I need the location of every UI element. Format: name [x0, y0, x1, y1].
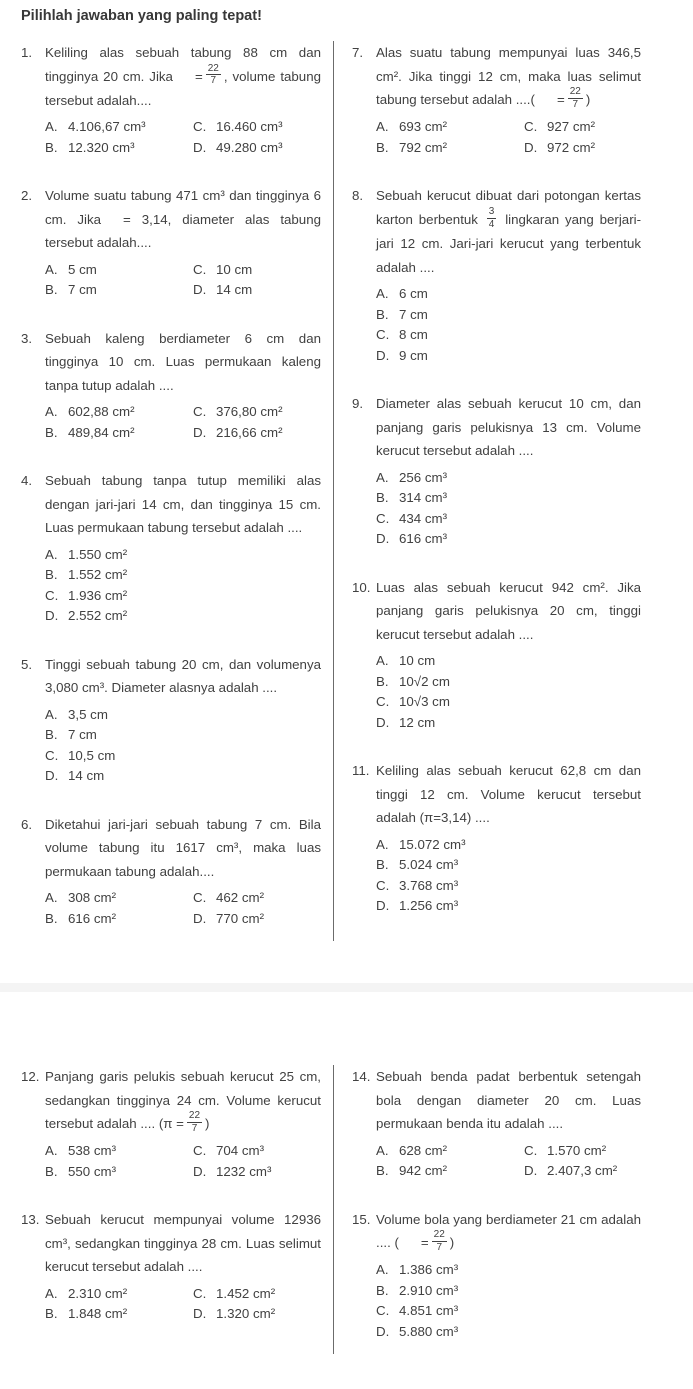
- fraction-numerator: 3: [488, 206, 495, 218]
- option-value: 616 cm³: [399, 531, 448, 547]
- question-text-part: lingkaran yang berjari-jari 12 cm. Jari-jari kerucut yang terbentuk adalah ....: [376, 211, 642, 275]
- option-value: 792 cm²: [399, 139, 448, 155]
- option-b: [376, 1161, 524, 1182]
- page-2: [0, 992, 693, 1389]
- question-text-part: ): [449, 1235, 455, 1250]
- option-value: 1.936 cm²: [68, 587, 128, 603]
- option-c: [193, 1284, 321, 1305]
- option-value: 3,5 cm: [68, 706, 108, 722]
- option-label: B.: [45, 1306, 58, 1322]
- question-text: Diameter alas sebuah kerucut 10 cm, dan panjang garis pelukisnya 13 cm. Volume kerucut tersebut adalah ....: [376, 396, 641, 459]
- option-value: 314 cm³: [399, 490, 448, 506]
- option-value: 1.550 cm²: [68, 546, 128, 562]
- question-text-part: , volume tabung tersebut adalah....: [45, 68, 321, 108]
- option-label: D.: [45, 608, 59, 624]
- option-value: 5.880 cm³: [399, 1323, 459, 1339]
- question-text-part: Volume bola yang berdiameter 21 cm adalah .... (: [376, 1211, 641, 1250]
- option-label: A.: [376, 119, 389, 135]
- option-d: [193, 1162, 321, 1183]
- option-value: 12 cm: [399, 714, 436, 730]
- option-value: 1232 cm³: [216, 1163, 272, 1179]
- option-d: [193, 280, 321, 301]
- question-body: [45, 184, 321, 301]
- question-3: [21, 327, 321, 444]
- option-value: 9 cm: [399, 347, 428, 363]
- option-label: A.: [45, 890, 58, 906]
- option-label: C.: [45, 587, 59, 603]
- option-label: A.: [45, 1143, 58, 1159]
- option-c: [193, 1141, 321, 1162]
- fraction-denominator: 7: [432, 1241, 447, 1254]
- option-b: [376, 138, 524, 159]
- options: [45, 1284, 321, 1325]
- option-label: D.: [376, 1323, 390, 1339]
- option-b: [376, 672, 641, 693]
- page-2-right-column: [334, 1065, 641, 1354]
- option-value: 693 cm²: [399, 119, 448, 135]
- option-d: [193, 138, 321, 159]
- option-label: A.: [376, 1262, 389, 1278]
- question-14: [352, 1065, 641, 1182]
- question-number: 2.: [21, 188, 33, 204]
- fraction-numerator: 22: [207, 62, 219, 74]
- option-value: 972 cm²: [547, 139, 596, 155]
- question-number: 3.: [21, 330, 33, 346]
- page-2-columns: [21, 1065, 641, 1354]
- option-a: [45, 705, 321, 726]
- options: [376, 651, 641, 733]
- option-d: [193, 1304, 321, 1325]
- option-a: [376, 284, 641, 305]
- page-title: Pilihlah jawaban yang paling tepat!: [21, 8, 262, 24]
- question-9: [352, 392, 641, 550]
- option-b: [45, 1162, 193, 1183]
- option-b: [376, 855, 641, 876]
- option-label: B.: [376, 306, 389, 322]
- option-label: B.: [376, 1282, 389, 1298]
- option-c: [524, 117, 641, 138]
- option-label: C.: [193, 261, 207, 277]
- option-value: 1.570 cm²: [547, 1142, 607, 1158]
- fraction: [487, 206, 497, 230]
- question-text: Luas alas sebuah kerucut 942 cm². Jika panjang garis pelukisnya 20 cm, tinggi kerucut tersebut adalah ....: [376, 579, 641, 642]
- option-label: C.: [193, 1285, 207, 1301]
- option-label: B.: [45, 282, 58, 298]
- option-value: 10 cm: [216, 261, 253, 277]
- option-value: 308 cm²: [68, 890, 117, 906]
- option-label: B.: [376, 857, 389, 873]
- question-text-part: ): [205, 1116, 210, 1131]
- option-d: [193, 909, 321, 930]
- options: [376, 117, 641, 158]
- fraction: [568, 86, 583, 110]
- question-text: Diketahui jari-jari sebuah tabung 7 cm. Bila volume tabung itu 1617 cm³, maka luas permukaan tabung adalah....: [45, 816, 321, 879]
- fraction-numerator: 22: [188, 1110, 201, 1122]
- option-value: 15.072 cm³: [399, 836, 466, 852]
- option-d: [376, 1322, 641, 1343]
- option-value: 2.407,3 cm²: [547, 1163, 618, 1178]
- option-label: D.: [524, 1163, 538, 1178]
- option-value: 8 cm: [399, 327, 428, 343]
- option-b: [376, 1281, 641, 1302]
- options: [45, 402, 321, 443]
- question-body: [376, 41, 641, 158]
- question-body: [376, 184, 641, 366]
- option-b: [376, 488, 641, 509]
- option-d: [193, 423, 321, 444]
- option-label: C.: [376, 694, 390, 710]
- option-value: 4.851 cm³: [399, 1303, 459, 1319]
- equals-sign: =: [194, 68, 203, 84]
- question-body: [45, 469, 321, 627]
- option-b: [45, 909, 193, 930]
- option-c: [376, 1301, 641, 1322]
- option-label: C.: [524, 119, 538, 135]
- option-value: 2.310 cm²: [68, 1285, 128, 1301]
- fraction: [206, 63, 221, 87]
- option-label: D.: [524, 139, 538, 155]
- options: [45, 260, 321, 301]
- option-c: [376, 509, 641, 530]
- question-7: [352, 41, 641, 158]
- option-c: [45, 586, 321, 607]
- option-a: [45, 260, 193, 281]
- question-number: 6.: [21, 816, 33, 832]
- question-number: 7.: [352, 45, 364, 60]
- option-label: B.: [376, 490, 389, 506]
- options: [376, 1260, 641, 1342]
- question-11: [352, 759, 641, 917]
- option-a: [45, 1141, 193, 1162]
- page-2-left-column: [21, 1065, 321, 1354]
- option-a: [45, 888, 193, 909]
- option-value: 927 cm²: [547, 119, 596, 135]
- option-value: 12.320 cm³: [68, 139, 135, 155]
- question-text-part: Alas suatu tabung mempunyai luas 346,5 cm². Jika tinggi 12 cm, maka luas selimut tabung tersebut adalah ....(: [376, 45, 641, 107]
- options: [45, 545, 321, 627]
- option-value: 1.256 cm³: [399, 898, 459, 914]
- option-a: [45, 402, 193, 423]
- question-text: Sebuah kaleng berdiameter 6 cm dan tingginya 10 cm. Luas permukaan kaleng tanpa tutup adalah ....: [45, 330, 321, 393]
- option-value: 14 cm: [68, 768, 105, 784]
- question-text: [45, 41, 321, 112]
- page-1-right-column: [334, 41, 641, 941]
- question-number: 8.: [352, 188, 364, 204]
- option-label: A.: [45, 261, 58, 277]
- option-value: 3.768 cm³: [399, 877, 459, 893]
- option-value: 6 cm: [399, 286, 428, 302]
- option-label: A.: [376, 653, 389, 669]
- question-body: [45, 653, 321, 787]
- question-number: 10.: [352, 579, 371, 595]
- option-label: B.: [376, 673, 389, 689]
- option-value: 5 cm: [68, 261, 97, 277]
- option-value: 704 cm³: [216, 1143, 265, 1159]
- option-value: 1.848 cm²: [68, 1306, 128, 1322]
- option-b: [45, 423, 193, 444]
- option-label: C.: [193, 890, 207, 906]
- option-label: A.: [45, 119, 58, 135]
- question-text: Sebuah tabung tanpa tutup memiliki alas dengan jari-jari 14 cm, dan tingginya 15 cm. Luas permukaan tabung tersebut adalah ....: [45, 473, 321, 536]
- option-value: 602,88 cm²: [68, 404, 135, 420]
- options: [45, 888, 321, 929]
- option-value: 376,80 cm²: [216, 404, 283, 420]
- fraction-numerator: 22: [569, 86, 581, 98]
- question-body: [376, 1065, 641, 1182]
- options: [376, 284, 641, 366]
- question-body: [45, 1065, 321, 1182]
- option-label: A.: [45, 1285, 58, 1301]
- question-text: [45, 184, 321, 255]
- option-value: 1.452 cm²: [216, 1285, 276, 1301]
- question-5: [21, 653, 321, 787]
- option-c: [376, 325, 641, 346]
- option-value: 216,66 cm²: [216, 424, 283, 440]
- option-value: 10 cm: [399, 653, 436, 669]
- question-6: [21, 813, 321, 930]
- question-number: 4.: [21, 473, 33, 489]
- option-value: 10,5 cm: [68, 747, 116, 763]
- option-c: [193, 402, 321, 423]
- option-value: 7 cm: [68, 727, 97, 743]
- question-number: 12.: [21, 1069, 40, 1084]
- option-value: 1.552 cm²: [68, 567, 128, 583]
- question-10: [352, 576, 641, 734]
- question-12: [21, 1065, 321, 1182]
- option-value: 16.460 cm³: [216, 119, 283, 135]
- option-value: 434 cm³: [399, 510, 448, 526]
- question-1: [21, 41, 321, 158]
- option-b: [45, 725, 321, 746]
- option-label: D.: [193, 424, 207, 440]
- option-value: 2.552 cm²: [68, 608, 128, 624]
- option-label: A.: [45, 404, 58, 420]
- option-a: [376, 1260, 641, 1281]
- option-d: [376, 896, 641, 917]
- question-body: [45, 1208, 321, 1325]
- option-value: 489,84 cm²: [68, 424, 135, 440]
- option-label: C.: [376, 327, 390, 343]
- option-label: A.: [376, 1142, 389, 1158]
- option-label: C.: [193, 1143, 207, 1159]
- question-body: [376, 1208, 641, 1343]
- option-value: 10√3 cm: [399, 694, 450, 710]
- fraction-denominator: 7: [568, 98, 583, 111]
- option-a: [376, 1141, 524, 1162]
- question-number: 15.: [352, 1211, 371, 1227]
- option-c: [376, 692, 641, 713]
- option-label: D.: [193, 1306, 207, 1322]
- option-d: [524, 1161, 641, 1182]
- option-a: [45, 117, 193, 138]
- option-value: 2.910 cm³: [399, 1282, 459, 1298]
- option-label: C.: [193, 404, 207, 420]
- option-label: A.: [376, 286, 389, 302]
- option-c: [376, 876, 641, 897]
- option-value: 550 cm³: [68, 1163, 117, 1179]
- option-a: [45, 545, 321, 566]
- question-number: 1.: [21, 45, 33, 60]
- option-value: 462 cm²: [216, 890, 265, 906]
- option-label: B.: [45, 567, 58, 583]
- question-text: [45, 1065, 321, 1136]
- option-label: D.: [193, 282, 207, 298]
- option-value: 7 cm: [399, 306, 428, 322]
- option-value: 616 cm²: [68, 910, 117, 926]
- question-text: [376, 1208, 641, 1256]
- option-label: C.: [376, 1303, 390, 1319]
- option-label: D.: [376, 347, 390, 363]
- page-1-left-column: [21, 41, 321, 941]
- question-text-part: Panjang garis pelukis sebuah kerucut 25 cm, sedangkan tingginya 24 cm. Volume kerucut tersebut adalah .... (π =: [45, 1069, 321, 1131]
- page-1-columns: [21, 41, 641, 941]
- options: [376, 835, 641, 917]
- option-value: 4.106,67 cm³: [68, 119, 146, 135]
- question-text-part: Volume suatu tabung 471 cm³ dan tingginya 6 cm. Jika: [45, 188, 321, 227]
- question-13: [21, 1208, 321, 1325]
- option-value: 942 cm²: [399, 1163, 448, 1178]
- option-label: C.: [45, 747, 59, 763]
- option-label: C.: [376, 877, 390, 893]
- option-label: D.: [193, 910, 207, 926]
- option-value: 628 cm²: [399, 1142, 448, 1158]
- question-body: [45, 327, 321, 444]
- question-2: [21, 184, 321, 301]
- option-value: 10√2 cm: [399, 673, 450, 689]
- option-value: 49.280 cm³: [216, 139, 283, 155]
- question-number: 11.: [352, 763, 370, 779]
- options: [376, 468, 641, 550]
- question-4: [21, 469, 321, 627]
- option-label: D.: [193, 1163, 207, 1179]
- question-text-part: = 3,14, diameter alas tabung tersebut adalah....: [45, 211, 321, 251]
- option-value: 256 cm³: [399, 469, 448, 485]
- question-text-part: Sebuah kerucut dibuat dari potongan kertas karton berbentuk: [376, 188, 641, 227]
- option-label: D.: [376, 898, 390, 914]
- option-label: B.: [45, 139, 58, 155]
- option-d: [376, 713, 641, 734]
- equals-sign: =: [556, 92, 565, 107]
- question-15: [352, 1208, 641, 1343]
- option-c: [193, 888, 321, 909]
- fraction-denominator: 4: [488, 218, 495, 230]
- option-label: D.: [376, 531, 390, 547]
- question-number: 9.: [352, 396, 364, 412]
- fraction: [432, 1229, 447, 1253]
- question-body: [376, 392, 641, 550]
- option-a: [45, 1284, 193, 1305]
- options: [45, 1141, 321, 1182]
- option-value: 5.024 cm³: [399, 857, 459, 873]
- fraction-denominator: 7: [187, 1122, 202, 1135]
- option-label: A.: [376, 836, 389, 852]
- question-text: [376, 184, 641, 279]
- option-value: 14 cm: [216, 282, 253, 298]
- question-text-part: Keliling alas sebuah tabung 88 cm dan tingginya 20 cm. Jika: [45, 45, 321, 84]
- option-a: [376, 835, 641, 856]
- option-d: [45, 766, 321, 787]
- fraction: [187, 1110, 202, 1134]
- option-value: 1.320 cm²: [216, 1306, 276, 1322]
- question-number: 13.: [21, 1212, 40, 1228]
- option-label: A.: [45, 546, 58, 562]
- question-body: [376, 576, 641, 734]
- option-b: [45, 280, 193, 301]
- options: [45, 117, 321, 158]
- question-text: Sebuah benda padat berbentuk setengah bola dengan diameter 20 cm. Luas permukaan benda itu adalah ....: [376, 1069, 641, 1131]
- option-d: [376, 346, 641, 367]
- option-label: B.: [376, 1163, 389, 1178]
- question-body: [376, 759, 641, 917]
- option-label: C.: [524, 1142, 538, 1158]
- fraction-denominator: 7: [206, 74, 221, 87]
- option-a: [376, 651, 641, 672]
- question-8: [352, 184, 641, 366]
- question-text-part: ): [585, 92, 591, 107]
- page-break-band: [0, 983, 693, 992]
- option-label: C.: [193, 119, 207, 135]
- question-text: [376, 41, 641, 112]
- option-label: B.: [45, 727, 58, 743]
- question-body: [45, 813, 321, 930]
- option-label: A.: [376, 469, 389, 485]
- option-label: B.: [45, 1163, 58, 1179]
- fraction-numerator: 22: [433, 1229, 445, 1241]
- option-label: D.: [193, 139, 207, 155]
- option-value: 538 cm³: [68, 1143, 117, 1159]
- question-number: 5.: [21, 656, 33, 672]
- option-d: [524, 138, 641, 159]
- option-c: [45, 746, 321, 767]
- option-b: [376, 305, 641, 326]
- option-c: [193, 117, 321, 138]
- option-label: A.: [45, 706, 58, 722]
- option-value: 7 cm: [68, 282, 97, 298]
- question-text: Sebuah kerucut mempunyai volume 12936 cm³, sedangkan tingginya 28 cm. Luas selimut kerucut tersebut adalah ....: [45, 1212, 321, 1275]
- options: [376, 1141, 641, 1182]
- option-b: [45, 1304, 193, 1325]
- option-label: B.: [45, 910, 58, 926]
- option-b: [45, 138, 193, 159]
- option-a: [376, 468, 641, 489]
- option-value: 1.386 cm³: [399, 1262, 459, 1278]
- option-label: B.: [45, 424, 58, 440]
- option-label: D.: [376, 714, 390, 730]
- option-d: [45, 606, 321, 627]
- question-body: [45, 41, 321, 158]
- option-a: [376, 117, 524, 138]
- option-b: [45, 565, 321, 586]
- option-value: 770 cm²: [216, 910, 265, 926]
- equals-sign: =: [420, 1235, 429, 1250]
- option-label: C.: [376, 510, 390, 526]
- option-label: D.: [45, 768, 59, 784]
- option-c: [524, 1141, 641, 1162]
- option-c: [193, 260, 321, 281]
- question-text: Tinggi sebuah tabung 20 cm, dan volumenya 3,080 cm³. Diameter alasnya adalah ....: [45, 656, 321, 696]
- option-d: [376, 529, 641, 550]
- question-text: Keliling alas sebuah kerucut 62,8 cm dan tinggi 12 cm. Volume kerucut tersebut adalah (π=3,14) ....: [376, 763, 641, 826]
- question-number: 14.: [352, 1069, 371, 1084]
- options: [45, 705, 321, 787]
- option-label: B.: [376, 139, 389, 155]
